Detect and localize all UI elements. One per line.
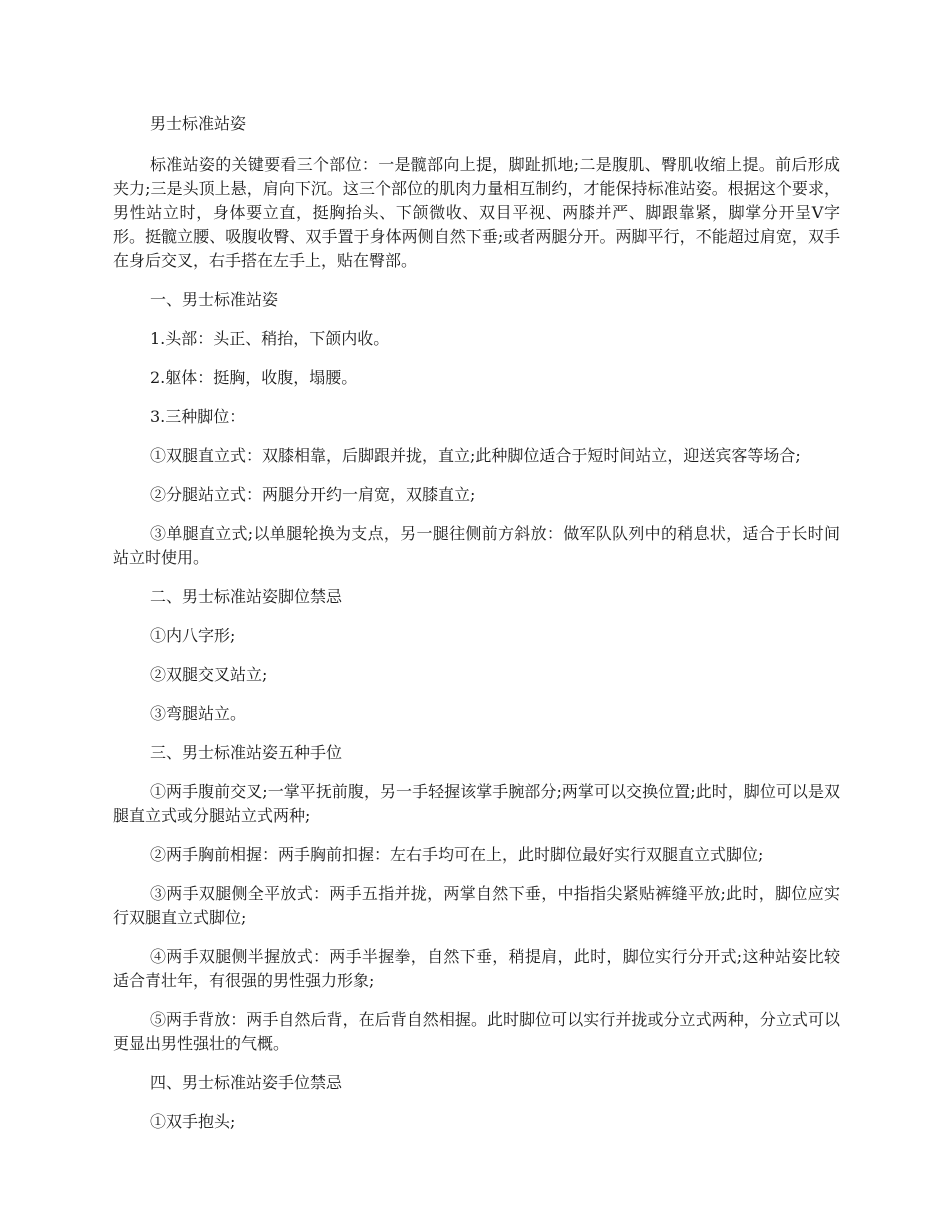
section-heading-2: 二、男士标准站姿脚位禁忌 [150, 587, 343, 606]
list-item: ②双腿交叉站立; [150, 665, 268, 684]
document-page [113, 112, 840, 1149]
list-item: ②两手胸前相握：两手胸前扣握：左右手均可在上，此时脚位最好实行双腿直立式脚位; [150, 845, 764, 864]
intro-paragraph: 标准站姿的关键要看三个部位：一是髋部向上提，脚趾抓地;二是腹肌、臀肌收缩上提。前后形成夹力;三是头顶上悬，肩向下沉。这三个部位的肌肉力量相互制约，才能保持标准站姿。根据这个要求，男性站立时，身体要立直，挺胸抬头、下颌微收、双目平视、两膝并严、脚跟靠紧，脚掌分开呈V字形。挺髋立腰、吸腹收臀、双手置于身体两侧自然下垂;或者两腿分开。两脚平行，不能超过肩宽，双手在身后交叉，右手搭在左手上，贴在臀部。 [113, 155, 840, 270]
list-item: ③单腿直立式;以单腿轮换为支点，另一腿往侧前方斜放：做军队队列中的稍息状，适合于长时间站立时使用。 [113, 524, 840, 567]
document-title: 男士标准站姿 [150, 114, 247, 133]
list-item: ⑤两手背放：两手自然后背，在后背自然相握。此时脚位可以实行并拢或分立式两种，分立式可以更显出男性强壮的气概。 [113, 1010, 840, 1053]
list-item: ②分腿站立式：两腿分开约一肩宽，双膝直立; [150, 485, 476, 504]
list-item: 3.三种脚位： [150, 407, 246, 426]
list-item: ①双腿直立式：双膝相靠，后脚跟并拢，直立;此种脚位适合于短时间站立，迎送宾客等场合; [150, 446, 801, 465]
section-heading-4: 四、男士标准站姿手位禁忌 [150, 1073, 343, 1092]
list-item: ①双手抱头; [150, 1112, 236, 1131]
list-item: ③弯腿站立。 [150, 704, 247, 723]
list-item: ①内八字形; [150, 626, 236, 645]
list-item: 2.躯体：挺胸，收腹，塌腰。 [150, 368, 358, 387]
list-item: ④两手双腿侧半握放式：两手半握拳，自然下垂，稍提肩，此时，脚位实行分开式;这种站姿比较适合青壮年，有很强的男性强力形象; [113, 947, 840, 990]
list-item: ③两手双腿侧全平放式：两手五指并拢，两掌自然下垂，中指指尖紧贴裤缝平放;此时，脚位应实行双腿直立式脚位; [113, 884, 840, 927]
list-item: ①两手腹前交叉;一掌平抚前腹，另一手轻握该掌手腕部分;两掌可以交换位置;此时，脚位可以是双腿直立式或分腿站立式两种; [113, 782, 840, 825]
section-heading-1: 一、男士标准站姿 [150, 290, 279, 309]
list-item: 1.头部：头正、稍抬，下颌内收。 [150, 329, 390, 348]
section-heading-3: 三、男士标准站姿五种手位 [150, 743, 343, 762]
